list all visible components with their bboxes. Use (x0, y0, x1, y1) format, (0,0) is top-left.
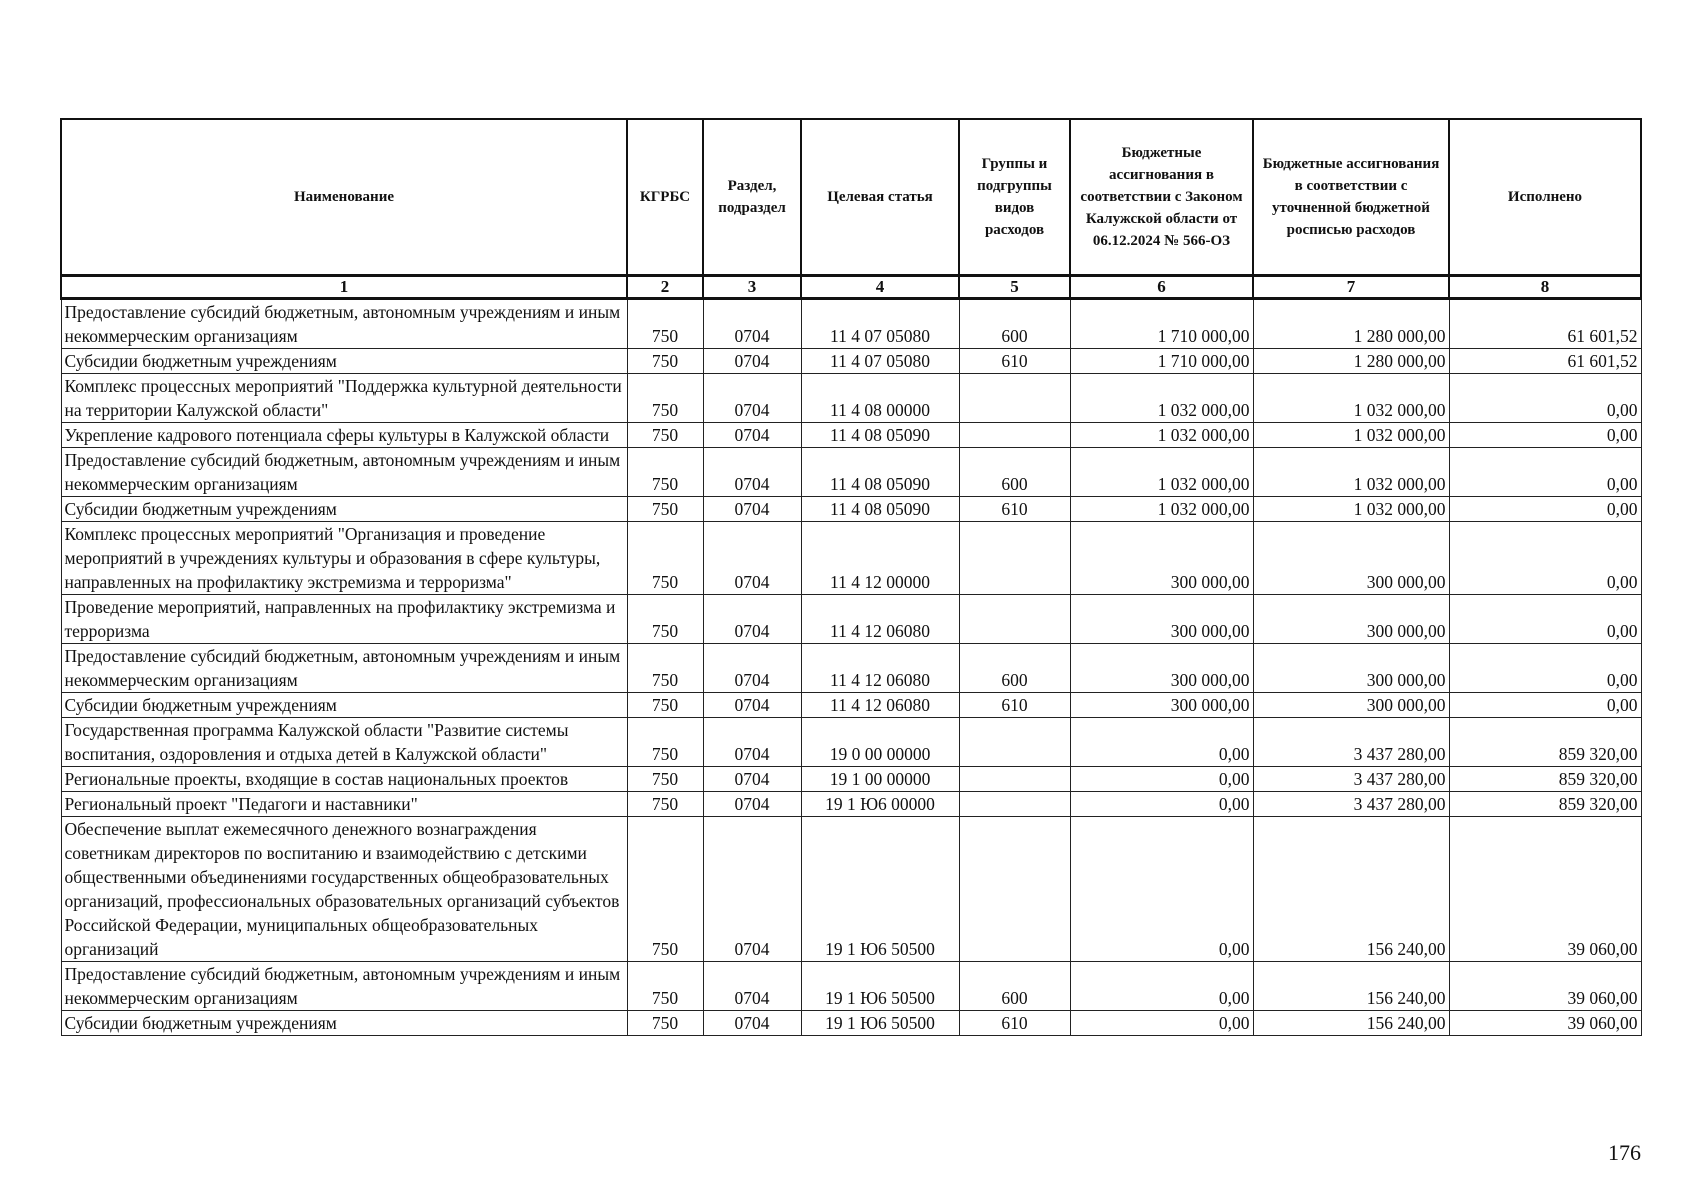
column-number: 5 (959, 276, 1070, 299)
row-section: 0704 (703, 962, 801, 1011)
row-group: 600 (959, 448, 1070, 497)
column-number: 7 (1253, 276, 1449, 299)
row-law-amount: 1 710 000,00 (1070, 349, 1253, 374)
row-name: Укрепление кадрового потенциала сферы культуры в Калужской области (61, 423, 627, 448)
table-row (61, 718, 1641, 767)
row-section: 0704 (703, 693, 801, 718)
row-kgrbs: 750 (627, 1011, 703, 1036)
header-executed: Исполнено (1449, 119, 1641, 276)
row-name: Комплекс процессных мероприятий "Поддержка культурной деятельности на территории Калужской области" (61, 374, 627, 423)
row-target: 19 1 Ю6 50500 (801, 962, 959, 1011)
row-target: 11 4 08 00000 (801, 374, 959, 423)
row-refined-amount: 300 000,00 (1253, 595, 1449, 644)
row-section: 0704 (703, 817, 801, 962)
row-executed-amount: 0,00 (1449, 497, 1641, 522)
table-row (61, 962, 1641, 1011)
row-group: 600 (959, 299, 1070, 349)
row-refined-amount: 300 000,00 (1253, 522, 1449, 595)
row-refined-amount: 300 000,00 (1253, 693, 1449, 718)
table-row (61, 792, 1641, 817)
row-law-amount: 0,00 (1070, 718, 1253, 767)
row-section: 0704 (703, 1011, 801, 1036)
row-name: Предоставление субсидий бюджетным, автономным учреждениям и иным некоммерческим организациям (61, 448, 627, 497)
table-row (61, 349, 1641, 374)
row-kgrbs: 750 (627, 423, 703, 448)
row-kgrbs: 750 (627, 448, 703, 497)
row-kgrbs: 750 (627, 644, 703, 693)
header-law: Бюджетные ассигнования в соответствии с Законом Калужской области от 06.12.2024 № 566-ОЗ (1070, 119, 1253, 276)
row-law-amount: 0,00 (1070, 792, 1253, 817)
row-refined-amount: 156 240,00 (1253, 817, 1449, 962)
column-number: 2 (627, 276, 703, 299)
budget-table-container (60, 118, 1640, 1036)
row-target: 11 4 12 06080 (801, 595, 959, 644)
row-section: 0704 (703, 718, 801, 767)
table-row (61, 767, 1641, 792)
table-row (61, 299, 1641, 349)
row-kgrbs: 750 (627, 962, 703, 1011)
row-executed-amount: 61 601,52 (1449, 349, 1641, 374)
row-refined-amount: 3 437 280,00 (1253, 767, 1449, 792)
row-section: 0704 (703, 374, 801, 423)
row-group (959, 595, 1070, 644)
row-executed-amount: 859 320,00 (1449, 792, 1641, 817)
row-target: 19 1 Ю6 50500 (801, 817, 959, 962)
header-kgrbs: КГРБС (627, 119, 703, 276)
row-name: Государственная программа Калужской области "Развитие системы воспитания, оздоровления и отдыха детей в Калужской области" (61, 718, 627, 767)
row-group: 600 (959, 644, 1070, 693)
row-target: 19 0 00 00000 (801, 718, 959, 767)
row-law-amount: 1 032 000,00 (1070, 374, 1253, 423)
row-refined-amount: 300 000,00 (1253, 644, 1449, 693)
row-section: 0704 (703, 595, 801, 644)
row-kgrbs: 750 (627, 595, 703, 644)
row-section: 0704 (703, 792, 801, 817)
row-refined-amount: 1 032 000,00 (1253, 497, 1449, 522)
row-section: 0704 (703, 299, 801, 349)
row-group: 610 (959, 693, 1070, 718)
row-kgrbs: 750 (627, 349, 703, 374)
row-group (959, 374, 1070, 423)
row-target: 19 1 Ю6 00000 (801, 792, 959, 817)
budget-table (60, 118, 1642, 1036)
header-section: Раздел, подраздел (703, 119, 801, 276)
row-law-amount: 0,00 (1070, 1011, 1253, 1036)
row-section: 0704 (703, 349, 801, 374)
row-executed-amount: 0,00 (1449, 522, 1641, 595)
row-section: 0704 (703, 497, 801, 522)
table-row (61, 1011, 1641, 1036)
row-law-amount: 300 000,00 (1070, 522, 1253, 595)
row-target: 11 4 08 05090 (801, 448, 959, 497)
row-kgrbs: 750 (627, 522, 703, 595)
row-kgrbs: 750 (627, 299, 703, 349)
column-number: 8 (1449, 276, 1641, 299)
row-law-amount: 0,00 (1070, 817, 1253, 962)
header-refined: Бюджетные ассигнования в соответствии с уточненной бюджетной росписью расходов (1253, 119, 1449, 276)
row-refined-amount: 156 240,00 (1253, 1011, 1449, 1036)
row-law-amount: 300 000,00 (1070, 595, 1253, 644)
row-target: 19 1 Ю6 50500 (801, 1011, 959, 1036)
row-refined-amount: 156 240,00 (1253, 962, 1449, 1011)
row-group: 610 (959, 349, 1070, 374)
row-refined-amount: 1 032 000,00 (1253, 423, 1449, 448)
row-section: 0704 (703, 767, 801, 792)
row-law-amount: 1 032 000,00 (1070, 497, 1253, 522)
row-executed-amount: 0,00 (1449, 448, 1641, 497)
row-target: 11 4 08 05090 (801, 423, 959, 448)
row-target: 19 1 00 00000 (801, 767, 959, 792)
row-group: 610 (959, 497, 1070, 522)
header-name: Наименование (61, 119, 627, 276)
page-number: 176 (1608, 1140, 1641, 1165)
row-executed-amount: 39 060,00 (1449, 817, 1641, 962)
row-executed-amount: 859 320,00 (1449, 718, 1641, 767)
row-law-amount: 1 032 000,00 (1070, 448, 1253, 497)
row-name: Обеспечение выплат ежемесячного денежного вознаграждения советникам директоров по воспитанию и взаимодействию с детскими общественными объединениями государственных общеобразовательных организаций, профессиональных образовательных организаций субъектов Российской Федерации, муниципальных общеобразовательных организаций (61, 817, 627, 962)
row-name: Субсидии бюджетным учреждениям (61, 693, 627, 718)
row-group: 610 (959, 1011, 1070, 1036)
row-refined-amount: 1 280 000,00 (1253, 349, 1449, 374)
row-law-amount: 300 000,00 (1070, 644, 1253, 693)
row-kgrbs: 750 (627, 374, 703, 423)
row-kgrbs: 750 (627, 718, 703, 767)
row-target: 11 4 07 05080 (801, 349, 959, 374)
row-section: 0704 (703, 522, 801, 595)
row-name: Проведение мероприятий, направленных на профилактику экстремизма и терроризма (61, 595, 627, 644)
row-kgrbs: 750 (627, 497, 703, 522)
row-executed-amount: 0,00 (1449, 423, 1641, 448)
table-row (61, 448, 1641, 497)
header-row (61, 119, 1641, 276)
column-number: 6 (1070, 276, 1253, 299)
row-law-amount: 0,00 (1070, 962, 1253, 1011)
table-row (61, 817, 1641, 962)
header-target: Целевая статья (801, 119, 959, 276)
row-target: 11 4 07 05080 (801, 299, 959, 349)
row-executed-amount: 0,00 (1449, 595, 1641, 644)
row-kgrbs: 750 (627, 817, 703, 962)
row-name: Предоставление субсидий бюджетным, автономным учреждениям и иным некоммерческим организациям (61, 644, 627, 693)
row-law-amount: 0,00 (1070, 767, 1253, 792)
row-name: Субсидии бюджетным учреждениям (61, 1011, 627, 1036)
row-group (959, 423, 1070, 448)
row-name: Предоставление субсидий бюджетным, автономным учреждениям и иным некоммерческим организациям (61, 299, 627, 349)
table-row (61, 423, 1641, 448)
column-number-row (61, 276, 1641, 299)
row-target: 11 4 08 05090 (801, 497, 959, 522)
table-row (61, 693, 1641, 718)
row-group: 600 (959, 962, 1070, 1011)
header-groups: Группы и подгруппы видов расходов (959, 119, 1070, 276)
column-number: 4 (801, 276, 959, 299)
row-refined-amount: 3 437 280,00 (1253, 718, 1449, 767)
row-law-amount: 300 000,00 (1070, 693, 1253, 718)
table-row (61, 497, 1641, 522)
row-group (959, 718, 1070, 767)
table-row (61, 595, 1641, 644)
table-row (61, 644, 1641, 693)
row-target: 11 4 12 06080 (801, 693, 959, 718)
row-group (959, 767, 1070, 792)
row-name: Региональный проект "Педагоги и наставники" (61, 792, 627, 817)
row-group (959, 792, 1070, 817)
row-group (959, 817, 1070, 962)
row-refined-amount: 1 280 000,00 (1253, 299, 1449, 349)
row-executed-amount: 0,00 (1449, 693, 1641, 718)
row-group (959, 522, 1070, 595)
table-row (61, 522, 1641, 595)
row-refined-amount: 3 437 280,00 (1253, 792, 1449, 817)
row-refined-amount: 1 032 000,00 (1253, 374, 1449, 423)
row-section: 0704 (703, 423, 801, 448)
row-name: Предоставление субсидий бюджетным, автономным учреждениям и иным некоммерческим организациям (61, 962, 627, 1011)
row-executed-amount: 39 060,00 (1449, 962, 1641, 1011)
row-kgrbs: 750 (627, 792, 703, 817)
table-row (61, 374, 1641, 423)
row-name: Региональные проекты, входящие в состав национальных проектов (61, 767, 627, 792)
row-kgrbs: 750 (627, 693, 703, 718)
row-section: 0704 (703, 448, 801, 497)
row-name: Комплекс процессных мероприятий "Организация и проведение мероприятий в учреждениях культуры и образования в сфере культуры, направленных на профилактику экстремизма и терроризма" (61, 522, 627, 595)
row-executed-amount: 859 320,00 (1449, 767, 1641, 792)
row-refined-amount: 1 032 000,00 (1253, 448, 1449, 497)
row-name: Субсидии бюджетным учреждениям (61, 497, 627, 522)
row-executed-amount: 0,00 (1449, 374, 1641, 423)
row-section: 0704 (703, 644, 801, 693)
row-name: Субсидии бюджетным учреждениям (61, 349, 627, 374)
row-law-amount: 1 032 000,00 (1070, 423, 1253, 448)
column-number: 1 (61, 276, 627, 299)
row-executed-amount: 61 601,52 (1449, 299, 1641, 349)
row-target: 11 4 12 00000 (801, 522, 959, 595)
row-law-amount: 1 710 000,00 (1070, 299, 1253, 349)
row-target: 11 4 12 06080 (801, 644, 959, 693)
row-executed-amount: 0,00 (1449, 644, 1641, 693)
row-executed-amount: 39 060,00 (1449, 1011, 1641, 1036)
row-kgrbs: 750 (627, 767, 703, 792)
column-number: 3 (703, 276, 801, 299)
